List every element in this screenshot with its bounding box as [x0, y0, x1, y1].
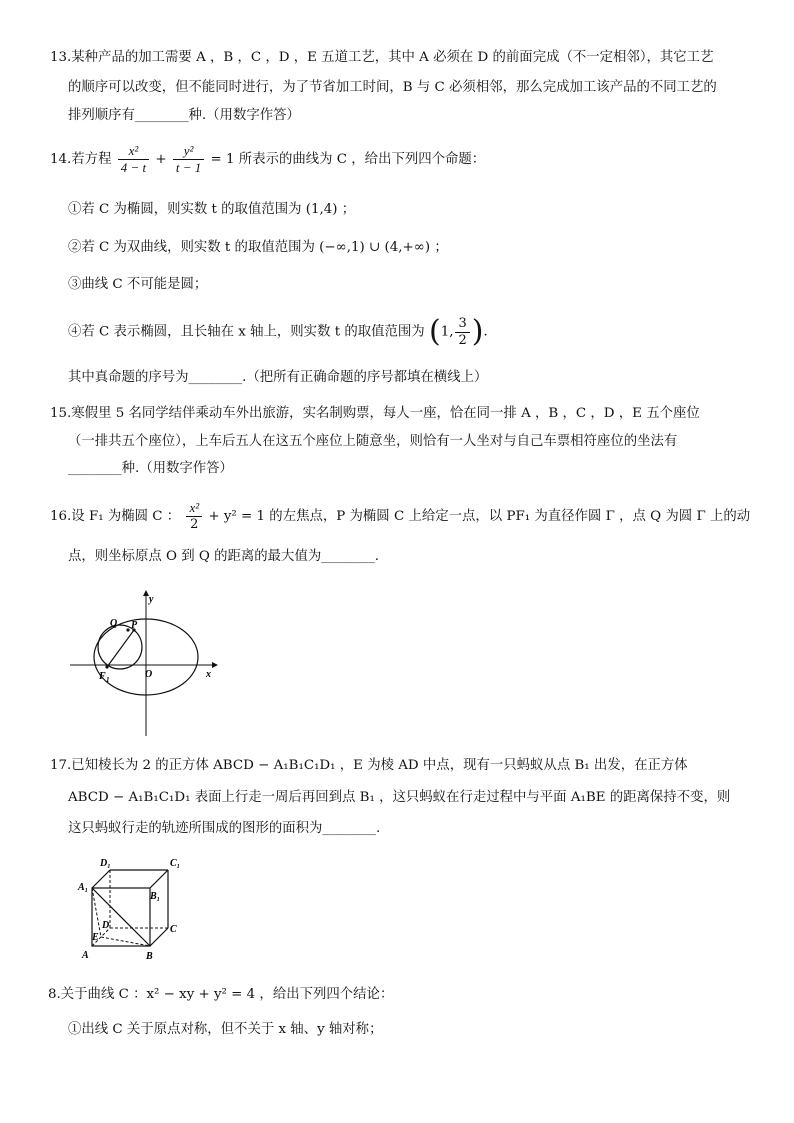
- q13-line-2: 的顺序可以改变，但不能同时进行，为了节省加工时间，B 与 C 必须相邻，那么完成加工该产品的不同工艺的: [68, 80, 717, 95]
- q14-p4-prefix: ④若 C 表示椭圆，且长轴在 x 轴上，则实数 t 的取值范围为: [68, 324, 425, 340]
- q14-fraction-x: [118, 143, 149, 176]
- fig17-d-label: D: [102, 920, 110, 931]
- q18-line-1: 8.关于曲线 C ：x² − xy + y² = 4 ，给出下列四个结论：: [48, 987, 394, 1002]
- q16-frac-den: 2: [190, 517, 199, 532]
- q16-frac-num: x²: [186, 500, 202, 517]
- q14-proposition-1: ①若 C 为椭圆，则实数 t 的取值范围为 (1,4) ；: [68, 202, 356, 217]
- q16-suffix: + y² = 1 的左焦点，P 为椭圆 C 上给定一点，以 PF₁ 为直径作圆 Γ ，点 Q 为圆 Γ 上的动: [208, 509, 751, 524]
- q17-line-1: 17.已知棱长为 2 的正方体 ABCD − A₁B₁C₁D₁ ，E 为棱 AD 中点，现有一只蚂蚁从点 B₁ 出发，在正方体: [50, 758, 688, 773]
- q15-line-3: ________种.（用数字作答）: [68, 461, 233, 476]
- q14-equation-line: [50, 140, 485, 180]
- ellipse-figure: [62, 588, 222, 738]
- fig17-c1-label: C₁: [170, 858, 181, 869]
- q13-line-1: 13.某种产品的加工需要 A ，B ，C ，D ，E 五道工艺，其中 A 必须在 D 的前面完成（不一定相邻），其它工艺: [50, 50, 714, 65]
- fig16-p-label: P: [131, 620, 138, 631]
- fig17-a1-label: A₁: [78, 882, 89, 893]
- fig17-a-label: A: [82, 950, 89, 961]
- q16-prefix: 16.设 F₁ 为椭圆 C ：: [50, 509, 181, 524]
- fig16-o-label: O: [145, 669, 153, 680]
- fig17-e-label: E: [92, 932, 99, 943]
- q14-p4-one: 1,: [440, 324, 454, 340]
- fig17-d1-label: D₁: [100, 858, 111, 869]
- fig16-f-sub: 1: [106, 676, 110, 684]
- fig16-f-label: F: [99, 671, 106, 682]
- fig17-b-label: B: [146, 951, 153, 962]
- q16-line-1: [50, 497, 750, 537]
- q18-line-2: ①出线 C 关于原点对称，但不关于 x 轴、y 轴对称；: [68, 1022, 383, 1037]
- q14-fraction-y: [173, 143, 204, 176]
- fig16-x-label: x: [206, 669, 211, 680]
- q14-p4-num: 3: [455, 316, 469, 333]
- q14-frac2-den: t − 1: [175, 160, 202, 175]
- fig16-y-label: y: [149, 594, 154, 605]
- circle-gamma: [98, 625, 142, 669]
- q17-line-3: 这只蚂蚁行走的轨迹所围成的图形的面积为________.: [68, 821, 381, 836]
- q14-p4-den: 2: [458, 332, 467, 348]
- cube-figure: [74, 848, 204, 966]
- q16-line-2: 点，则坐标原点 O 到 Q 的距离的最大值为________.: [68, 549, 380, 564]
- q14-frac1-num: x²: [118, 143, 149, 160]
- q14-plus: +: [155, 152, 167, 167]
- q14-frac2-num: y²: [173, 143, 204, 160]
- q14-p4-end: .: [483, 324, 488, 340]
- q14-tail: 其中真命题的序号为________.（把所有正确命题的序号都填在横线上）: [68, 370, 488, 385]
- q17-line-2: ABCD − A₁B₁C₁D₁ 表面上行走一周后再回到点 B₁ ，这只蚂蚁在行走过程中与平面 A₁BE 的距离保持不变，则: [68, 790, 731, 805]
- q14-proposition-3: ③曲线 C 不可能是圆；: [68, 277, 208, 292]
- q14-proposition-4: [68, 310, 488, 354]
- q14-prefix: 14.若方程: [50, 152, 112, 167]
- q14-suffix: = 1 所表示的曲线为 C ，给出下列四个命题：: [210, 152, 486, 167]
- q15-line-1: 15.寒假里 5 名同学结伴乘动车外出旅游，实名制购票，每人一座，恰在同一排 A ，B ，C ，D ，E 五个座位: [50, 406, 700, 421]
- q14-p4-rparen: ): [471, 314, 484, 349]
- fig17-c-label: C: [170, 924, 177, 935]
- fig16-q-label: Q: [110, 618, 118, 629]
- q16-fraction: [186, 500, 202, 533]
- fig17-b1-label: B₁: [150, 891, 161, 902]
- q14-p4-lparen: (: [428, 314, 441, 349]
- q15-line-2: （一排共五个座位），上车后五人在这五个座位上随意坐，则恰有一人坐对与自己车票相符座位的坐法有: [68, 434, 678, 449]
- q14-proposition-2: ②若 C 为双曲线，则实数 t 的取值范围为 (−∞,1) ∪ (4,+∞) ；: [68, 240, 448, 255]
- q14-frac1-den: 4 − t: [120, 160, 147, 175]
- q14-p4-fraction: [455, 316, 469, 349]
- q13-line-3: 排列顺序有________种.（用数字作答）: [68, 108, 300, 123]
